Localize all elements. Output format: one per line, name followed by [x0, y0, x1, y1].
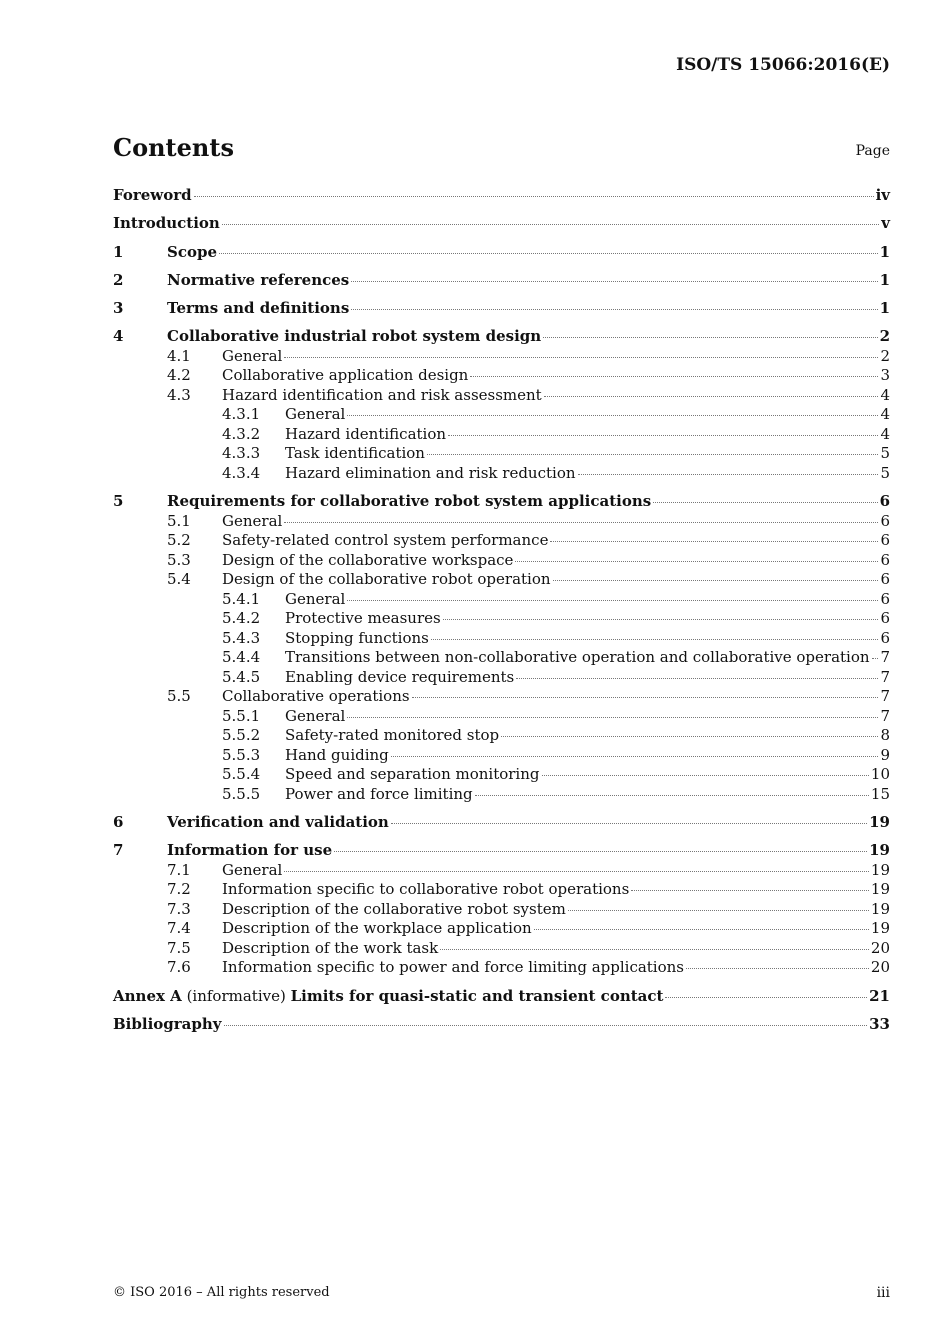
toc-entry-title: Information specific to power and force limiting applications: [222, 958, 684, 977]
toc-entry[interactable]: [113, 570, 890, 590]
toc-entry[interactable]: [113, 785, 890, 805]
toc-entry-number: 5.5.1: [222, 706, 261, 725]
toc-entry[interactable]: [113, 687, 890, 707]
toc-entry[interactable]: [113, 668, 890, 688]
toc-entry[interactable]: [113, 186, 890, 206]
toc-entry-number: 4.3: [167, 385, 191, 404]
toc-entry-number: 5.4.4: [222, 648, 261, 667]
dot-leader: [284, 521, 878, 523]
toc-entry-page: 21: [869, 986, 890, 1005]
table-of-contents: [113, 186, 890, 1034]
toc-entry-number: 5.5.5: [222, 784, 261, 803]
toc-entry-number: 6: [113, 813, 124, 832]
toc-entry-page: 20: [870, 958, 890, 977]
dot-leader: [501, 735, 878, 737]
toc-entry[interactable]: [113, 746, 890, 766]
dot-leader: [516, 677, 878, 679]
toc-entry-title: Hazard identification: [285, 424, 447, 443]
toc-entry-number: 5.4: [167, 570, 191, 589]
toc-entry-page: 6: [879, 492, 890, 511]
dot-leader: [391, 755, 879, 757]
toc-entry-number: 7.1: [167, 860, 191, 879]
toc-entry-page: 6: [880, 550, 890, 569]
toc-entry-page: 5: [880, 463, 890, 482]
toc-entry-page: 19: [869, 813, 890, 832]
dot-leader: [412, 696, 879, 698]
toc-entry-title: Collaborative operations: [222, 687, 410, 706]
dot-leader: [351, 308, 877, 310]
toc-entry[interactable]: [113, 464, 890, 484]
toc-entry[interactable]: [113, 629, 890, 649]
toc-entry-number: 7.3: [167, 899, 191, 918]
toc-entry-number: 5.4.1: [222, 589, 261, 608]
toc-entry-title: Task identification: [285, 444, 425, 463]
toc-entry-number: 3: [113, 299, 124, 318]
dot-leader: [665, 996, 867, 998]
dot-leader: [443, 618, 879, 620]
dot-leader: [427, 453, 878, 455]
toc-entry[interactable]: [113, 880, 890, 900]
dot-leader: [550, 540, 878, 542]
toc-entry-number: 5.5.4: [222, 765, 261, 784]
toc-entry-title: General: [285, 706, 346, 725]
dot-leader: [431, 638, 879, 640]
toc-entry-page: 6: [880, 609, 890, 628]
toc-entry[interactable]: [113, 707, 890, 727]
dot-leader: [284, 356, 878, 358]
page-column-label: Page: [855, 143, 890, 159]
dot-leader: [475, 794, 869, 796]
dot-leader: [515, 560, 878, 562]
toc-entry-number: 4.3.4: [222, 463, 261, 482]
toc-entry-title: Speed and separation monitoring: [285, 765, 540, 784]
dot-leader: [347, 599, 878, 601]
toc-entry-page: 7: [880, 706, 890, 725]
dot-leader: [219, 252, 878, 254]
toc-entry-title: General: [222, 346, 283, 365]
toc-entry-page: 4: [880, 405, 890, 424]
toc-entry-title: Normative references: [167, 270, 350, 289]
toc-entry-number: 4.2: [167, 366, 191, 385]
toc-entry-title: Power and force limiting: [285, 784, 473, 803]
toc-entry-page: v: [881, 214, 890, 233]
toc-entry-number: 4.1: [167, 346, 191, 365]
toc-entry-page: 10: [870, 765, 890, 784]
toc-entry-title: Safety-related control system performance: [222, 531, 549, 550]
toc-entry-number: 7.6: [167, 958, 191, 977]
dot-leader: [347, 716, 878, 718]
toc-entry-title: Scope: [167, 242, 218, 261]
toc-entry-title: Transitions between non-collaborative operation and collaborative operation: [285, 648, 870, 667]
toc-entry[interactable]: [113, 900, 890, 920]
dot-leader: [534, 928, 869, 930]
dot-leader: [686, 967, 869, 969]
toc-entry-title: Hazard elimination and risk reduction: [285, 463, 576, 482]
toc-entry[interactable]: [113, 841, 890, 861]
toc-entry[interactable]: [113, 243, 890, 263]
toc-entry-number: 4.3.2: [222, 424, 261, 443]
toc-entry-page: 2: [879, 327, 890, 346]
dot-leader: [568, 909, 869, 911]
toc-entry-number: 4: [113, 327, 124, 346]
toc-entry-page: 1: [879, 242, 890, 261]
toc-entry[interactable]: [113, 444, 890, 464]
toc-entry-page: 8: [880, 726, 890, 745]
toc-entry[interactable]: [113, 939, 890, 959]
toc-entry-page: 1: [879, 270, 890, 289]
toc-entry[interactable]: [113, 512, 890, 532]
annex-type: (informative): [181, 986, 291, 1005]
toc-entry[interactable]: [113, 919, 890, 939]
toc-entry-number: 7.2: [167, 880, 191, 899]
toc-entry-number: 1: [113, 242, 124, 261]
dot-leader: [578, 473, 879, 475]
dot-leader: [544, 395, 879, 397]
toc-entry-number: 5.4.3: [222, 628, 261, 647]
toc-entry-title: Description of the work task: [222, 938, 439, 957]
toc-entry-number: 5.5.3: [222, 745, 261, 764]
dot-leader: [872, 657, 879, 659]
toc-entry-number: 7: [113, 841, 124, 860]
toc-entry-title: Hand guiding: [285, 745, 389, 764]
toc-entry-page: 3: [880, 366, 890, 385]
toc-entry-title: Enabling device requirements: [285, 667, 515, 686]
toc-entry[interactable]: [113, 347, 890, 367]
toc-entry[interactable]: [113, 214, 890, 234]
toc-entry-page: 19: [870, 899, 890, 918]
toc-entry[interactable]: [113, 271, 890, 291]
toc-entry-number: 5.4.2: [222, 609, 261, 628]
toc-entry-title: Foreword: [113, 186, 192, 204]
toc-entry-page: 19: [870, 919, 890, 938]
toc-entry[interactable]: [113, 726, 890, 746]
toc-entry[interactable]: [113, 861, 890, 881]
toc-entry[interactable]: [113, 386, 890, 406]
toc-entry-number: 5: [113, 492, 124, 511]
dot-leader: [553, 579, 879, 581]
toc-entry-page: 6: [880, 531, 890, 550]
dot-leader: [543, 336, 877, 338]
toc-entry[interactable]: [113, 425, 890, 445]
toc-entry-title: Introduction: [113, 214, 220, 233]
dot-leader: [351, 280, 877, 282]
dot-leader: [542, 774, 869, 776]
annex-label: Annex A: [113, 986, 182, 1005]
toc-entry-number: 5.4.5: [222, 667, 261, 686]
dot-leader: [440, 948, 869, 950]
toc-entry[interactable]: [113, 551, 890, 571]
toc-entry-page: 7: [880, 687, 890, 706]
toc-entry-page: 1: [879, 299, 890, 318]
toc-entry-title: Terms and definitions: [167, 299, 350, 318]
toc-entry-title: Safety-rated monitored stop: [285, 726, 500, 745]
toc-entry[interactable]: [113, 958, 890, 978]
toc-entry-number: 7.4: [167, 919, 191, 938]
toc-entry-title: Design of the collaborative workspace: [222, 550, 514, 569]
toc-entry-title: Description of the collaborative robot system: [222, 899, 566, 918]
toc-entry[interactable]: [113, 1015, 890, 1035]
toc-entry-number: 2: [113, 270, 124, 289]
toc-entry-title: Verification and validation: [167, 813, 389, 832]
toc-entry-number: 5.5: [167, 687, 191, 706]
toc-entry-number: 4.3.3: [222, 444, 261, 463]
toc-entry-page: 19: [870, 860, 890, 879]
toc-entry-page: 19: [869, 841, 890, 860]
toc-entry[interactable]: [113, 492, 890, 512]
toc-entry-title: Requirements for collaborative robot system applications: [167, 492, 652, 511]
toc-entry-page: 4: [880, 385, 890, 404]
annex-title: Limits for quasi-static and transient contact: [290, 986, 664, 1005]
toc-entry-number: 5.3: [167, 550, 191, 569]
toc-entry-title: Bibliography: [113, 1014, 222, 1033]
toc-entry-page: 6: [880, 589, 890, 608]
toc-entry[interactable]: [113, 609, 890, 629]
toc-entry-page: 6: [880, 511, 890, 530]
toc-entry-title: Description of the workplace application: [222, 919, 532, 938]
toc-entry-title: General: [222, 511, 283, 530]
toc-entry-number: 7.5: [167, 938, 191, 957]
toc-entry-title: General: [285, 589, 346, 608]
toc-entry[interactable]: [113, 765, 890, 785]
toc-entry-title: General: [222, 860, 283, 879]
toc-entry-number: 5.1: [167, 511, 191, 530]
page-number: iii: [876, 1285, 890, 1301]
toc-entry-title: Information specific to collaborative robot operations: [222, 880, 630, 899]
toc-entry-page: 7: [880, 648, 890, 667]
toc-entry-number: 5.5.2: [222, 726, 261, 745]
toc-entry-page: 15: [870, 784, 890, 803]
dot-leader: [391, 822, 867, 824]
toc-entry[interactable]: [113, 590, 890, 610]
toc-entry-page: 20: [870, 938, 890, 957]
toc-entry[interactable]: [113, 531, 890, 551]
dot-leader: [470, 375, 878, 377]
toc-entry-title: Collaborative industrial robot system design: [167, 327, 542, 346]
toc-entry-number: 5.2: [167, 531, 191, 550]
toc-entry-page: 5: [880, 444, 890, 463]
toc-entry-title: Hazard identification and risk assessment: [222, 385, 542, 404]
toc-entry-page: 4: [880, 424, 890, 443]
dot-leader: [194, 195, 874, 197]
toc-entry[interactable]: [113, 366, 890, 386]
dot-leader: [224, 1024, 868, 1026]
toc-entry-title: Collaborative application design: [222, 366, 469, 385]
dot-leader: [653, 501, 877, 503]
toc-entry-page: 9: [880, 745, 890, 764]
toc-entry-title: Protective measures: [285, 609, 441, 628]
dot-leader: [284, 870, 869, 872]
dot-leader: [334, 850, 867, 852]
toc-entry-title: [113, 987, 663, 1007]
dot-leader: [222, 223, 879, 225]
dot-leader: [631, 889, 869, 891]
dot-leader: [448, 434, 878, 436]
toc-entry-page: 2: [880, 346, 890, 365]
toc-entry-title: Design of the collaborative robot operation: [222, 570, 551, 589]
toc-entry-page: iv: [875, 186, 890, 204]
toc-entry[interactable]: [113, 299, 890, 319]
toc-entry-title: Stopping functions: [285, 628, 429, 647]
toc-entry-number: 4.3.1: [222, 405, 261, 424]
toc-entry[interactable]: [113, 327, 890, 347]
dot-leader: [347, 414, 878, 416]
toc-entry-page: 6: [880, 628, 890, 647]
toc-entry-page: 33: [869, 1014, 890, 1033]
toc-entry[interactable]: [113, 813, 890, 833]
copyright-notice: © ISO 2016 – All rights reserved: [113, 1285, 330, 1300]
toc-entry-page: 6: [880, 570, 890, 589]
toc-entry-page: 19: [870, 880, 890, 899]
toc-entry[interactable]: [113, 648, 890, 668]
contents-title: Contents: [113, 133, 234, 162]
toc-entry-title: Information for use: [167, 841, 333, 860]
toc-entry[interactable]: [113, 987, 890, 1007]
toc-entry[interactable]: [113, 405, 890, 425]
toc-entry-title: General: [285, 405, 346, 424]
toc-entry-page: 7: [880, 667, 890, 686]
document-id: ISO/TS 15066:2016(E): [676, 55, 890, 75]
